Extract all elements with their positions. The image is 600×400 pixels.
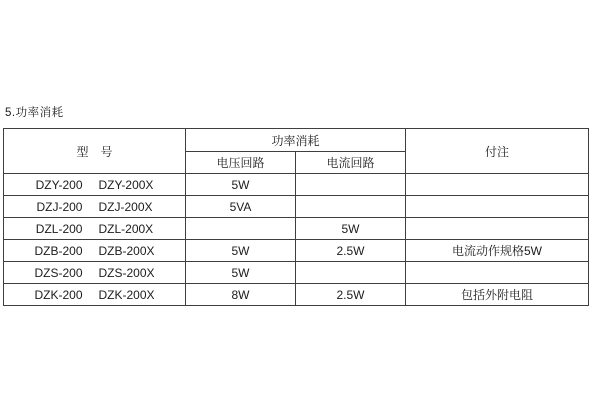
- voltage-circuit-value: 5W: [186, 262, 296, 284]
- voltage-circuit-value: 5W: [186, 240, 296, 262]
- model-variant: DZB-200X: [98, 243, 155, 258]
- model-variant: DZK-200X: [98, 287, 155, 302]
- power-consumption-table: [3, 128, 589, 306]
- header-row-top: [4, 129, 589, 152]
- current-circuit-value: [296, 174, 406, 196]
- current-circuit-value: [296, 196, 406, 218]
- current-circuit-value: 2.5W: [296, 284, 406, 306]
- voltage-circuit-value: 5W: [186, 174, 296, 196]
- model-standard: DZJ-200: [36, 199, 83, 214]
- note-value: [406, 174, 589, 196]
- col-header-voltage-circuit: 电压回路: [186, 152, 296, 174]
- model-cell: [4, 240, 186, 262]
- note-value: 电流动作规格5W: [406, 240, 589, 262]
- model-variant: DZJ-200X: [98, 199, 153, 214]
- col-header-power-consumption: 功率消耗: [186, 129, 406, 152]
- model-standard: DZK-200: [34, 287, 83, 302]
- model-cell: [4, 196, 186, 218]
- model-cell: [4, 284, 186, 306]
- model-standard: DZS-200: [34, 265, 83, 280]
- table-row-dzl: [4, 218, 589, 240]
- model-variant: DZY-200X: [98, 177, 154, 192]
- table-row-dzj: [4, 196, 589, 218]
- model-cell: [4, 174, 186, 196]
- model-standard: DZL-200: [35, 221, 83, 236]
- table-row-dzs: [4, 262, 589, 284]
- note-value: [406, 218, 589, 240]
- note-value: [406, 262, 589, 284]
- col-header-notes: 付注: [406, 129, 589, 174]
- note-value: [406, 196, 589, 218]
- section-title: 5.功率消耗: [5, 107, 64, 119]
- model-cell: [4, 218, 186, 240]
- voltage-circuit-value: 8W: [186, 284, 296, 306]
- col-header-model: 型 号: [4, 129, 186, 174]
- voltage-circuit-value: [186, 218, 296, 240]
- voltage-circuit-value: 5VA: [186, 196, 296, 218]
- table-row-dzb: [4, 240, 589, 262]
- current-circuit-value: 5W: [296, 218, 406, 240]
- model-standard: DZY-200: [35, 177, 83, 192]
- current-circuit-value: [296, 262, 406, 284]
- current-circuit-value: 2.5W: [296, 240, 406, 262]
- model-standard: DZB-200: [34, 243, 83, 258]
- model-variant: DZS-200X: [98, 265, 155, 280]
- table-header: [4, 129, 589, 174]
- table-row-dzy: [4, 174, 589, 196]
- note-value: 包括外附电阻: [406, 284, 589, 306]
- table-body: [4, 174, 589, 306]
- model-variant: DZL-200X: [98, 221, 154, 236]
- col-header-current-circuit: 电流回路: [296, 152, 406, 174]
- model-cell: [4, 262, 186, 284]
- table-row-dzk: [4, 284, 589, 306]
